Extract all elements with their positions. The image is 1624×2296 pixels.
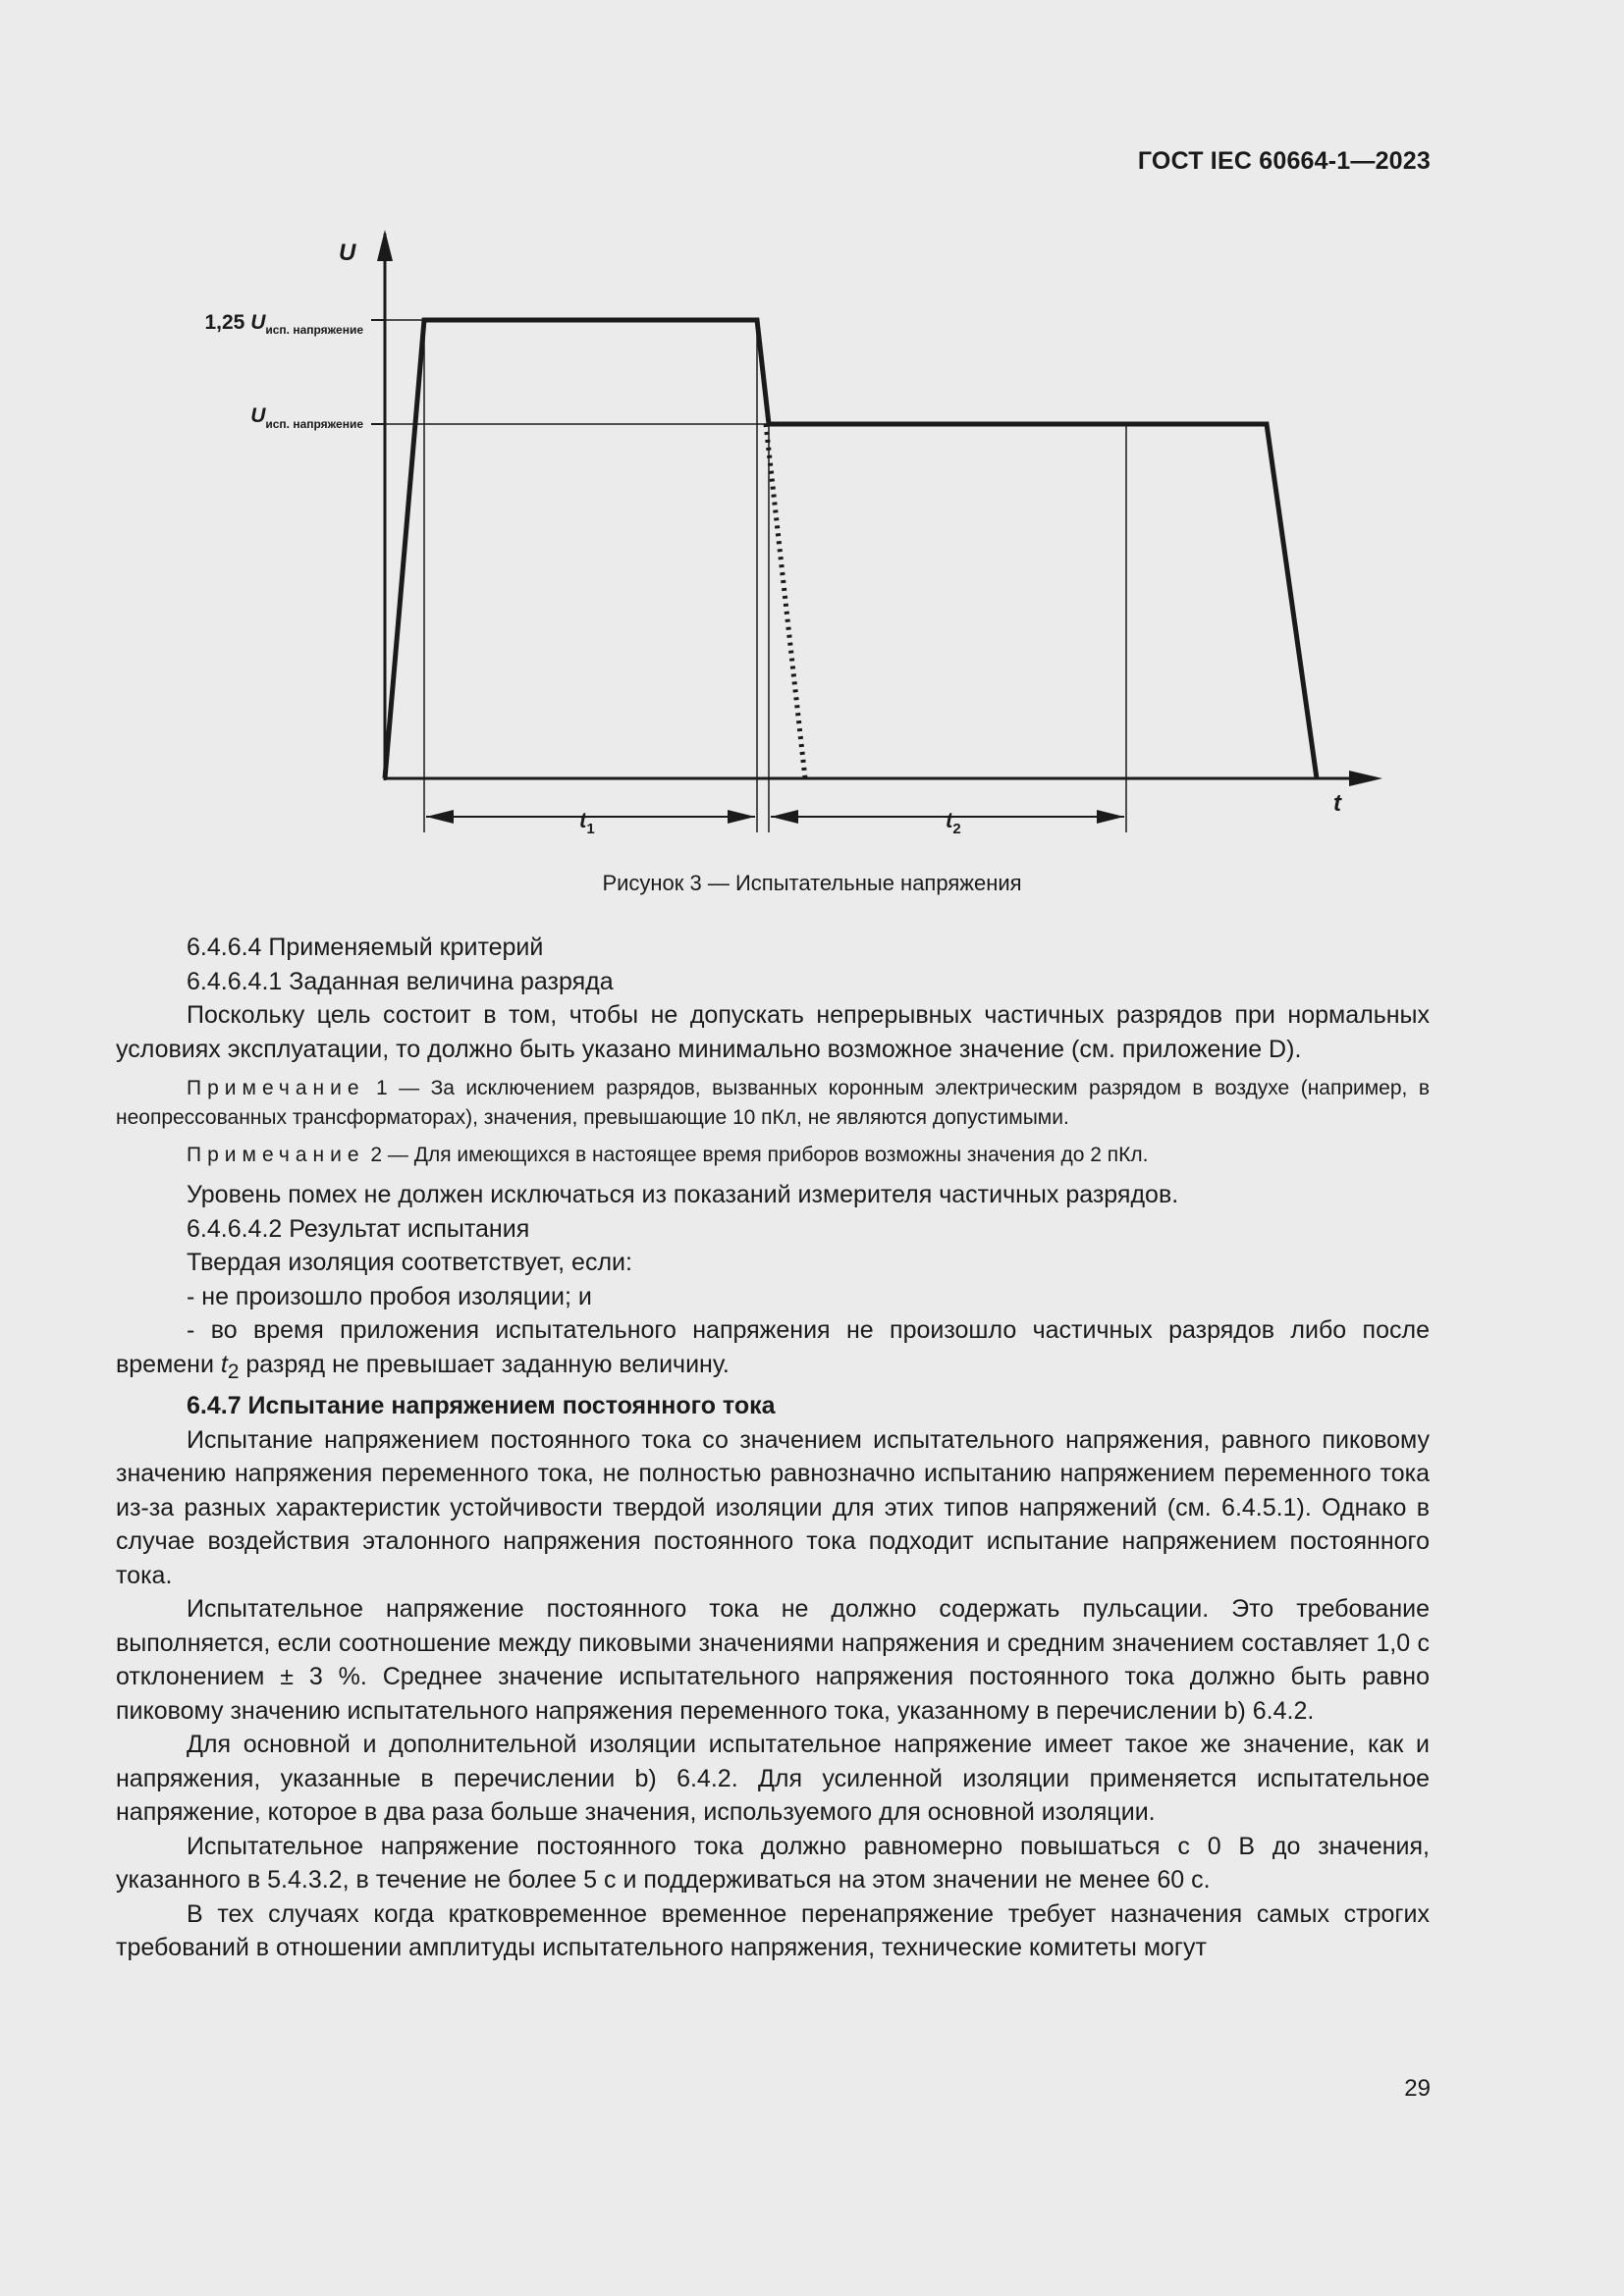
x-axis-label: t bbox=[1333, 790, 1341, 817]
t2-label: $t_2$ bbox=[946, 808, 961, 837]
page-number: 29 bbox=[1404, 2075, 1431, 2102]
dim-t2-arrow-left bbox=[771, 810, 798, 824]
y-axis-arrow bbox=[377, 230, 393, 261]
list-item: - не произошло пробоя изоляции; и bbox=[187, 1282, 592, 1310]
dim-t2-arrow-right bbox=[1097, 810, 1124, 824]
dim-t1-arrow-left bbox=[426, 810, 454, 824]
list-item: - во время приложения испытательного напряжения не произошло частичных разрядов либо после времени $t_2$ разряд не превышает заданную величину. bbox=[116, 1316, 1430, 1383]
paragraph: Испытательное напряжение постоянного тока должно равномерно повышаться с 0 В до значения, указанного в 5.4.3.2, в течение не более 5 с и поддерживаться на этом значении не менее 60 с. bbox=[116, 1832, 1430, 1894]
paragraph: В тех случаях когда кратковременное временное перенапряжение требует назначения самых строгих требований в отношении амплитуды испытательного напряжения, технические комитеты могут bbox=[116, 1899, 1430, 1961]
document-header: ГОСТ IEC 60664-1—2023 bbox=[1137, 147, 1431, 175]
clause-6-4-6-4: 6.4.6.4 Применяемый критерий bbox=[187, 934, 544, 961]
paragraph: Для основной и дополнительной изоляции испытательное напряжение имеет такое же значение, как и напряжения, указанные в перечислении b) 6.4.2. Для усиленной изоляции применяется испытательное напряжение, которое в два раза больше значения, используемого для основной изоляции. bbox=[116, 1731, 1430, 1826]
clause-6-4-6-4-1: 6.4.6.4.1 Заданная величина разряда bbox=[187, 967, 614, 995]
y-axis-label: U bbox=[339, 240, 356, 266]
dim-t1-arrow-right bbox=[728, 810, 755, 824]
figure-caption: Рисунок 3 — Испытательные напряжения bbox=[602, 871, 1022, 895]
note-2: Примечание 2 — Для имеющихся в настоящее время приборов возможны значения до 2 пКл. bbox=[187, 1144, 1149, 1166]
note-label: Примечание bbox=[187, 1077, 365, 1099]
test-voltage-waveform bbox=[385, 320, 1317, 778]
figure-3-test-voltages bbox=[147, 226, 1394, 854]
level-low-label: $U_{исп. напряжение}$ bbox=[250, 404, 363, 431]
paragraph: Испытательное напряжение постоянного тока не должно содержать пульсации. Это требование выполняется, если соотношение между пиковыми значениями напряжения и средним значением составляет 1,0 с отклонением ± 3 %. Среднее значение испытательного напряжения постоянного тока должно быть равно пиковому значению испытательного напряжения переменного тока, указанному в перечислении b) 6.4.2. bbox=[116, 1595, 1430, 1725]
dotted-decay-line bbox=[766, 424, 805, 778]
t1-label: $t_1$ bbox=[579, 808, 595, 837]
clause-6-4-6-4-2: 6.4.6.4.2 Результат испытания bbox=[187, 1214, 530, 1243]
section-heading-6-4-7: 6.4.7 Испытание напряжением постоянного тока bbox=[187, 1392, 776, 1419]
paragraph: Испытание напряжением постоянного тока со значением испытательного напряжения, равного пиковому значению напряжения переменного тока, не полностью равнозначно испытанию напряжением переменного тока из-за разных характеристик устойчивости твердой изоляции для этих типов напряжений (см. 6.4.5.1). Однако в случае воздействия эталонного напряжения постоянного тока подходит испытание напряжением постоянного тока. bbox=[116, 1425, 1430, 1589]
paragraph: Твердая изоляция соответствует, если: bbox=[187, 1249, 632, 1276]
note-label: Примечание bbox=[187, 1144, 365, 1166]
level-high-label: 1,25 $U_{исп. напряжение}$ bbox=[204, 311, 363, 337]
paragraph: Поскольку цель состоит в том, чтобы не допускать непрерывных частичных разрядов при нормальных условиях эксплуатации, то должно быть указано минимально возможное значение (см. приложение D). bbox=[116, 1001, 1430, 1063]
voltage-diagram bbox=[147, 226, 1394, 854]
paragraph: Уровень помех не должен исключаться из показаний измерителя частичных разрядов. bbox=[187, 1181, 1179, 1208]
note-1: Примечание 1 — За исключением разрядов, вызванных коронным электрическим разрядом в воздухе (например, в неопрессованных трансформаторах), значения, превышающие 10 пКл, не являются допустимыми. bbox=[116, 1077, 1430, 1129]
body-text bbox=[116, 931, 1430, 1965]
x-axis-arrow bbox=[1349, 771, 1382, 786]
